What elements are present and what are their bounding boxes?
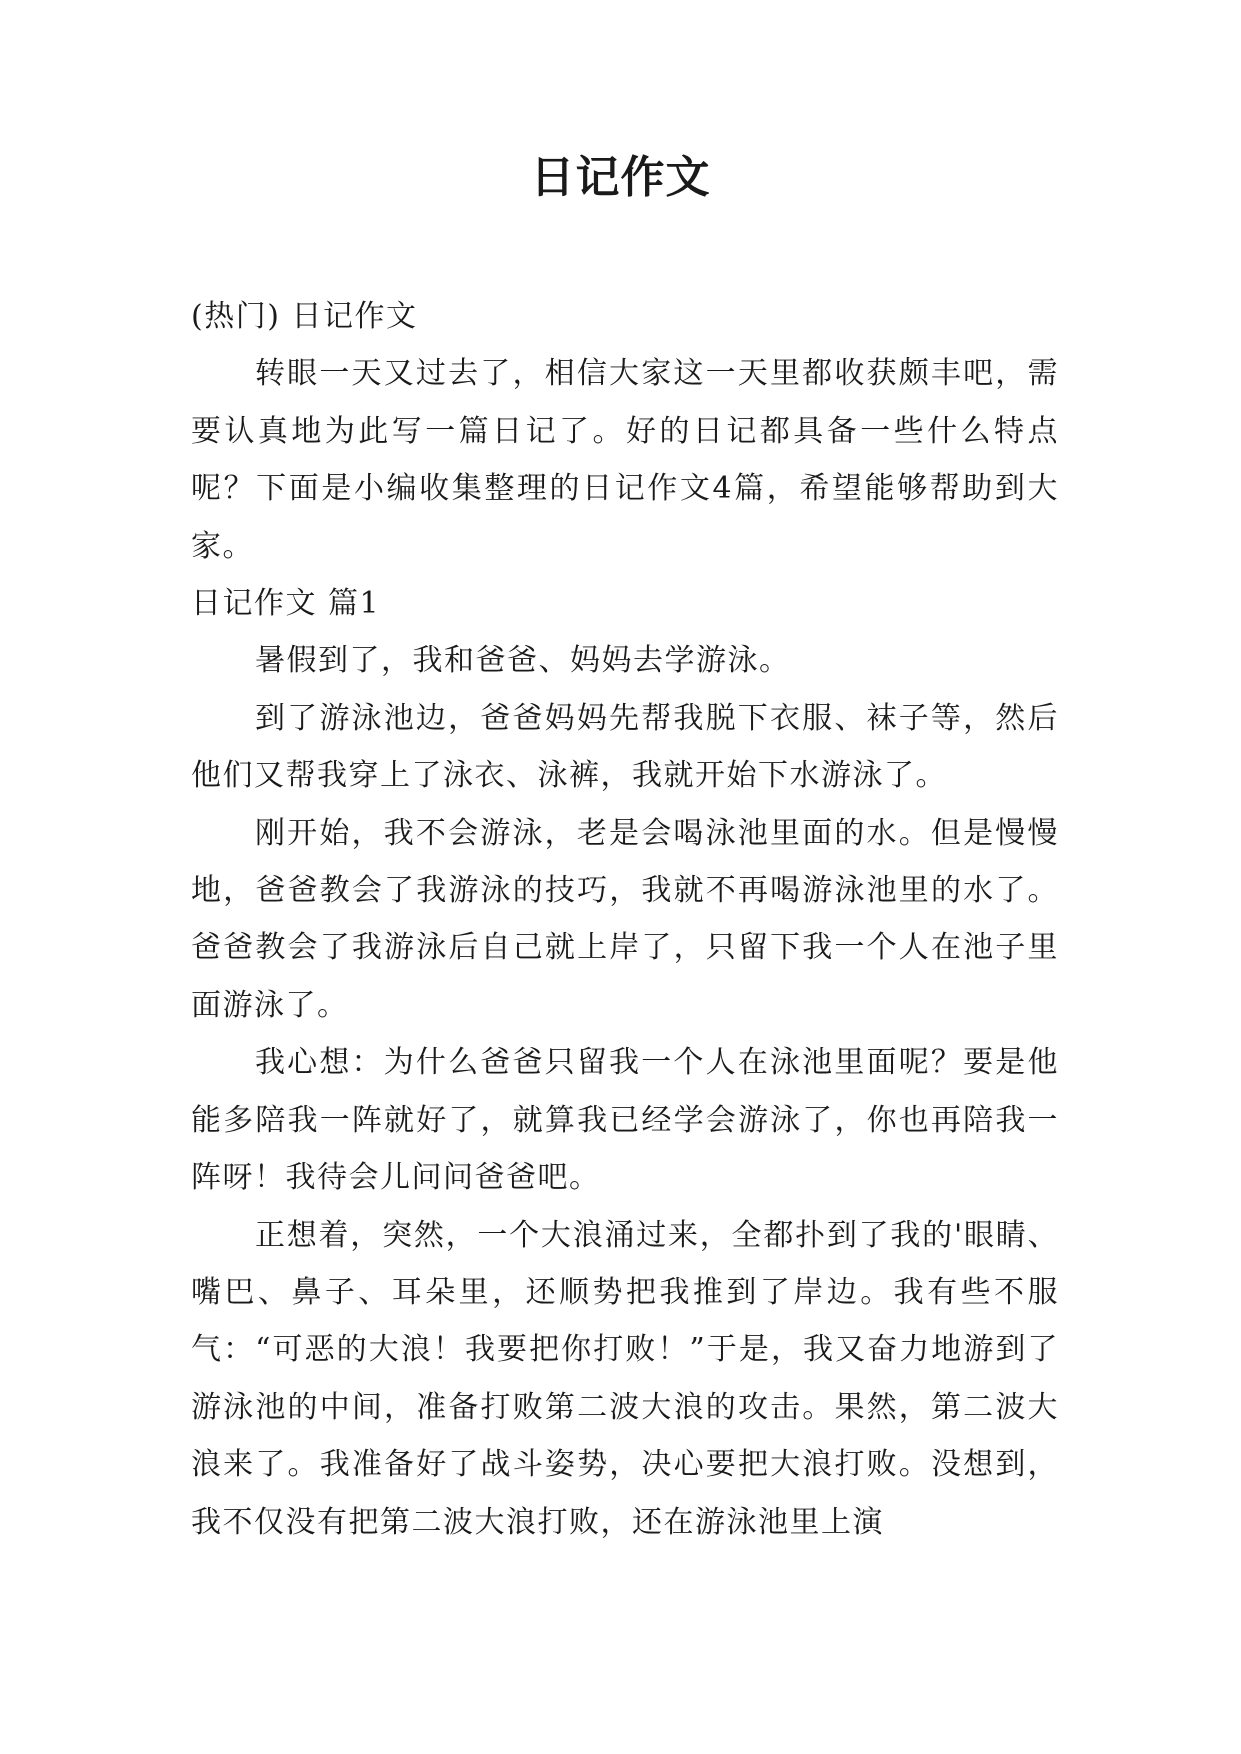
body-paragraph: 刚开始，我不会游泳，老是会喝泳池里面的水。但是慢慢地，爸爸教会了我游泳的技巧，我就不再喝游泳池里的水了。爸爸教会了我游泳后自己就上岸了，只留下我一个人在池子里面游泳了。	[191, 815, 1059, 1023]
body-paragraph: 暑假到了，我和爸爸、妈妈去学游泳。	[255, 643, 791, 679]
document-subtitle: (热门) 日记作文	[191, 299, 418, 334]
document-title: 日记作文	[530, 152, 711, 203]
intro-paragraph: 转眼一天又过去了，相信大家这一天里都收获颇丰吧，需要认真地为此写一篇日记了。好的日记都具备一些什么特点呢？下面是小编收集整理的日记作文4篇，希望能够帮助到大家。	[191, 356, 1059, 564]
section-heading: 日记作文 篇1	[191, 586, 381, 622]
body-paragraph: 到了游泳池边，爸爸妈妈先帮我脱下衣服、袜子等，然后他们又帮我穿上了泳衣、泳裤，我就开始下水游泳了。	[191, 700, 1059, 794]
document-body	[191, 288, 1059, 1551]
body-paragraph: 我心想：为什么爸爸只留我一个人在泳池里面呢？要是他能多陪我一阵就好了，就算我已经学会游泳了，你也再陪我一阵呀！我待会儿问问爸爸吧。	[191, 1045, 1059, 1196]
body-paragraph: 正想着，突然，一个大浪涌过来，全都扑到了我的'眼睛、嘴巴、鼻子、耳朵里，还顺势把我推到了岸边。我有些不服气：“可恶的大浪！我要把你打败！”于是，我又奋力地游到了游泳池的中间，准备打败第二波大浪的攻击。果然，第二波大浪来了。我准备好了战斗姿势，决心要把大浪打败。没想到，我不仅没有把第二波大浪打败，还在游泳池里上演	[191, 1217, 1059, 1540]
